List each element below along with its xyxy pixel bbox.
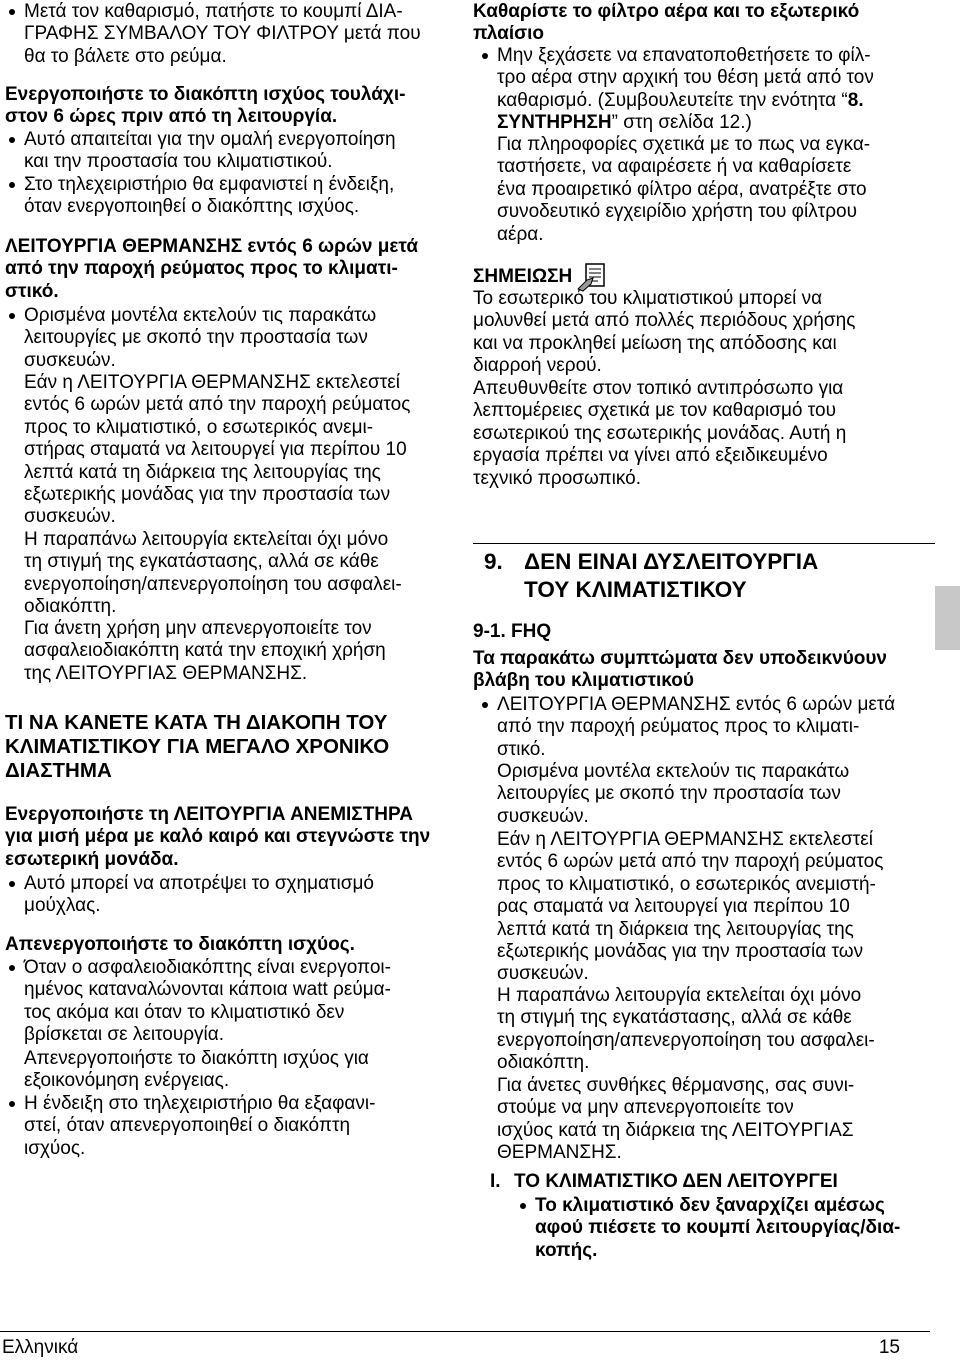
text-line: μολυνθεί μετά από πολλές περιόδους χρήσης [473, 310, 856, 332]
fan-stop-paragraph [24, 372, 410, 529]
heating-within-6h-heading [5, 236, 418, 303]
text-line: θα το βάλετε στο ρεύμα. [24, 45, 227, 67]
text-line: κοπής. [535, 1239, 598, 1261]
text-line: διαρροή νερού. [473, 355, 602, 377]
text-line: Εάν η ΛΕΙΤΟΥΡΓΙΑ ΘΕΡΜΑΝΣΗΣ εκτελεστεί [497, 829, 873, 850]
text-line: εντός 6 ωρών μετά από την παροχή ρεύματος [497, 851, 884, 873]
note-dealer-paragraph [473, 378, 846, 490]
fan-mode-heading [5, 804, 430, 871]
text-line: συσκευών. [497, 963, 589, 985]
text-line [497, 112, 874, 134]
symptoms-heading [473, 648, 887, 693]
text-line: Ορισμένα μοντέλα εκτελούν τις παρακάτω [497, 761, 850, 782]
optional-filter-paragraph [497, 134, 870, 246]
text-line: στικό. [497, 738, 546, 760]
text-line: εξωτερικής μονάδας για την προστασία των [497, 941, 864, 963]
chapter-tab-marker [935, 586, 960, 650]
text-line: ενεργοποίηση/απενεργοποίηση του ασφαλει- [24, 573, 402, 595]
text-line: Στο τηλεχειριστήριο θα εμφανιστεί η ένδειξη, [24, 174, 395, 195]
text-line: τη στιγμή της εγκατάστασης, αλλά σε κάθε [24, 551, 379, 573]
text-line: ισχύος. [24, 1137, 86, 1159]
comfort-heating-paragraph [497, 1075, 854, 1165]
subsection-I-number: I. [490, 1171, 501, 1192]
text-line: τεχνικό προσωπικό. [473, 467, 642, 489]
text-line: στήρας σταματά να λειτουργεί για περίπου 10 [24, 439, 407, 461]
comfort-breaker-paragraph [24, 618, 386, 685]
text-line: ΘΕΡΜΑΝΣΗΣ. [497, 1142, 622, 1164]
text-line: Αυτό μπορεί να αποτρέψει το σχηματισμό [24, 873, 374, 894]
power-on-6h-heading [5, 84, 405, 129]
fan-stop-paragraph [497, 829, 883, 986]
text-line: προς το κλιματιστικό, ο εσωτερικός ανεμιστή- [497, 873, 876, 895]
text-line: ισχύος κατά τη διάρκεια της ΛΕΙΤΟΥΡΓΙΑΣ [497, 1119, 854, 1141]
text-line: Απευθυνθείτε στον τοπικό αντιπρόσωπο για [473, 378, 844, 399]
text-line: Αυτό απαιτείται για την ομαλή ενεργοποίηση [24, 129, 396, 150]
text-line: εργασία πρέπει να γίνει από εξειδικευμένο [473, 445, 828, 467]
bullet-dot [9, 1101, 15, 1107]
text-line: οδιακόπτη. [497, 1052, 590, 1074]
text-line: στον 6 ώρες πριν από τη λειτουργία. [5, 106, 338, 128]
text-line: εξωτερικής μονάδας για την προστασία των [24, 484, 391, 506]
bullet-dot [9, 313, 15, 319]
footer-page-number: 15 [878, 1337, 900, 1358]
bullet-dot [9, 9, 15, 15]
each-power-on-paragraph [24, 529, 402, 619]
text-line: ημένος καταναλώνονται κάποια watt ρεύμα- [24, 979, 391, 1001]
text-line: μούχλας. [24, 895, 101, 917]
text-line: ΛΕΙΤΟΥΡΓΙΑ ΘΕΡΜΑΝΣΗΣ εντός 6 ωρών μετά [5, 236, 419, 257]
text-line: ένα προαιρετικό φίλτρο αέρα, ανατρέξτε στο [497, 178, 867, 200]
text-line: Για άνετες συνθήκες θέρμανσης, σας συνι- [497, 1075, 855, 1096]
text-line: ΛΕΙΤΟΥΡΓΙΑ ΘΕΡΜΑΝΣΗΣ εντός 6 ωρών μετά [497, 694, 896, 715]
text-line: ταστήσετε, να αφαιρέσετε ή να καθαρίσετε [497, 156, 852, 178]
text-line: στικό. [5, 280, 59, 302]
refit-filter-bullet [497, 45, 874, 135]
footer-rule [0, 1331, 930, 1332]
note-contamination-paragraph [473, 288, 855, 378]
text-line: εσωτερική μονάδα. [5, 848, 179, 870]
text-line: Η ένδειξη στο τηλεχειριστήριο θα εξαφανι- [24, 1093, 376, 1114]
text-line: λεπτά κατά τη διάρκεια της λειτουργίας της [24, 461, 381, 483]
text-line: και να προκληθεί μείωση της απόδοσης και [473, 332, 837, 354]
text-line: συσκευών. [24, 349, 116, 371]
text-line: Το κλιματιστικό δεν ξαναρχίζει αμέσως [535, 1195, 885, 1216]
remote-indication-bullet [24, 174, 394, 219]
text-line: ασφαλειοδιακόπτη κατά την εποχική χρήση [24, 640, 386, 662]
text-line: λεπτομέρειες σχετικά με τον καθαρισμό του [473, 400, 836, 422]
text-line: ΤΟΥ ΚΛΙΜΑΤΙΣΤΙΚΟΥ [524, 577, 747, 602]
text-line: από την παροχή ρεύματος προς το κλιματι- [497, 716, 860, 738]
section-9-title [524, 548, 818, 604]
protection-models-bullet [24, 305, 376, 372]
text-line: εξοικονόμηση ενέργειας. [24, 1070, 230, 1092]
text-line: Για άνετη χρήση μην απενεργοποιείτε τον [24, 618, 372, 639]
text-line: Απενεργοποιήστε το διακόπτη ισχύος για [24, 1048, 369, 1069]
bullet-dot [482, 702, 488, 708]
bullet-dot [482, 53, 488, 59]
text-line: Η παραπάνω λειτουργία εκτελείται όχι μόνο [24, 529, 389, 550]
section-9-number: 9. [484, 549, 503, 574]
text-line: Η παραπάνω λειτουργία εκτελείται όχι μόνο [497, 985, 862, 1006]
text-line: Μετά τον καθαρισμό, πατήστε το κουμπί ΔΙΑ- [24, 1, 403, 22]
text-line: προς το κλιματιστικό, ο εσωτερικός ανεμι- [24, 416, 374, 438]
save-energy-paragraph [24, 1048, 369, 1093]
text-line: ΤΙ ΝΑ ΚΑΝΕΤΕ ΚΑΤΑ ΤΗ ΔΙΑΚΟΠΗ ΤΟΥ [5, 711, 388, 734]
indication-off-bullet [24, 1093, 375, 1160]
text-segment: ΣΥΝΤΗΡΗΣΗ [497, 112, 612, 134]
filter-sign-reset-bullet [24, 1, 421, 68]
text-line: στούμε να μην απενεργοποιείτε τον [497, 1097, 794, 1119]
text-line: εσωτερικού της εσωτερικής μονάδας. Αυτή η [473, 422, 847, 444]
text-line: Για πληροφορίες σχετικά με το πως να εγκα- [497, 134, 871, 155]
text-line: Ορισμένα μοντέλα εκτελούν τις παρακάτω [24, 305, 377, 326]
each-power-on-paragraph [497, 985, 875, 1075]
no-restart-bullet [535, 1195, 900, 1262]
mould-bullet [24, 873, 374, 918]
long-shutdown-heading [5, 711, 389, 783]
text-line: της ΛΕΙΤΟΥΡΓΙΑΣ ΘΕΡΜΑΝΣΗΣ. [24, 662, 308, 684]
text-line: Εάν η ΛΕΙΤΟΥΡΓΙΑ ΘΕΡΜΑΝΣΗΣ εκτελεστεί [24, 372, 400, 393]
text-line: ενεργοποίηση/απενεργοποίηση του ασφαλει- [497, 1029, 875, 1051]
text-line: οδιακόπτη. [24, 596, 117, 618]
text-line: λειτουργίες με σκοπό την προστασία των [497, 783, 841, 805]
text-line [497, 90, 874, 112]
text-line: πλαίσιο [473, 23, 545, 45]
text-line: από την παροχή ρεύματος προς το κλιματι- [5, 258, 398, 280]
bullet-dot [9, 881, 15, 887]
text-line: τρο αέρα στην αρχική του θέση μετά από τον [497, 67, 874, 89]
text-line: ΔΙΑΣΤΗΜΑ [5, 759, 112, 782]
text-line: λεπτά κατά τη διάρκεια της λειτουργίας της [497, 918, 854, 940]
text-line: τη στιγμή της εγκατάστασης, αλλά σε κάθε [497, 1007, 852, 1029]
text-line: για μισή μέρα με καλό καιρό και στεγνώστε την [5, 826, 431, 848]
text-line: αέρα. [497, 223, 544, 245]
bullet-dot [9, 182, 15, 188]
text-line: Το εσωτερικό του κλιματιστικού μπορεί να [473, 288, 823, 309]
power-off-heading [5, 934, 355, 956]
subsection-I-title: ΤΟ ΚΛΙΜΑΤΙΣΤΙΚΟ ΔΕΝ ΛΕΙΤΟΥΡΓΕΙ [514, 1171, 838, 1192]
text-line: βρίσκεται σε λειτουργία. [24, 1024, 225, 1046]
text-line: εντός 6 ωρών μετά από την παροχή ρεύματος [24, 394, 411, 416]
text-line: Τα παρακάτω συμπτώματα δεν υποδεικνύουν [473, 648, 887, 669]
text-segment: καθαρισμό. (Συμβουλευτείτε την ενότητα “ [497, 89, 848, 111]
section-divider [473, 543, 935, 544]
text-line: και την προστασία του κλιματιστικού. [24, 151, 333, 173]
bullet-dot [9, 965, 15, 971]
text-segment: 8. [847, 89, 864, 111]
text-line: Μην ξεχάσετε να επανατοποθετήσετε το φίλ- [497, 45, 871, 66]
text-line: λειτουργίες με σκοπό την προστασία των [24, 327, 368, 349]
text-line: αφού πιέσετε το κουμπί λειτουργίας/δια- [535, 1217, 901, 1239]
text-line: συνοδευτικό εγχειρίδιο χρήστη του φίλτρου [497, 201, 857, 223]
text-line: Απενεργοποιήστε το διακόπτη ισχύος. [5, 934, 355, 955]
text-line: Όταν ο ασφαλειοδιακόπτης είναι ενεργοποι- [24, 957, 391, 978]
heating-6h-bullet [497, 694, 895, 761]
text-line: τος ακόμα και όταν το κλιματιστικό δεν [24, 1001, 345, 1023]
text-line: ΚΛΙΜΑΤΙΣΤΙΚΟΥ ΓΙΑ ΜΕΓΑΛΟ ΧΡΟΝΙΚΟ [5, 735, 390, 758]
subsection-9-1-title: 9-1. FHQ [473, 621, 552, 642]
text-line: ΓΡΑΦΗΣ ΣΥΜΒΑΛΟΥ ΤΟΥ ΦΙΛΤΡΟΥ μετά που [24, 23, 421, 45]
text-line: συσκευών. [24, 506, 116, 528]
text-line: όταν ενεργοποιηθεί ο διακόπτης ισχύος. [24, 196, 360, 218]
bullet-dot [9, 137, 15, 143]
text-line: στεί, όταν απενεργοποιηθεί ο διακόπτη [24, 1115, 351, 1137]
text-line: ρας σταματά να λειτουργεί για περίπου 10 [497, 896, 850, 918]
text-line: βλάβη του κλιματιστικού [473, 670, 694, 692]
text-line: συσκευών. [497, 805, 589, 827]
standby-watts-bullet [24, 957, 391, 1047]
text-line: ΔΕΝ ΕΙΝΑΙ ΔΥΣΛΕΙΤΟΥΡΓΙΑ [524, 549, 819, 574]
text-line: Ενεργοποιήστε το διακόπτη ισχύος τουλάχι- [5, 84, 406, 105]
note-title: ΣΗΜΕΙΩΣΗ [473, 266, 573, 287]
protection-models-paragraph [497, 761, 849, 828]
clean-filter-heading [473, 1, 859, 46]
text-line: Ενεργοποιήστε τη ΛΕΙΤΟΥΡΓΙΑ ΑΝΕΜΙΣΤΗΡΑ [5, 804, 414, 825]
bullet-dot [520, 1203, 526, 1209]
text-line: Καθαρίστε το φίλτρο αέρα και το εξωτερικό [473, 1, 860, 22]
smooth-activation-bullet [24, 129, 396, 174]
footer-language: Ελληνικά [2, 1337, 79, 1358]
text-segment: ” στη σελίδα 12.) [611, 112, 752, 134]
